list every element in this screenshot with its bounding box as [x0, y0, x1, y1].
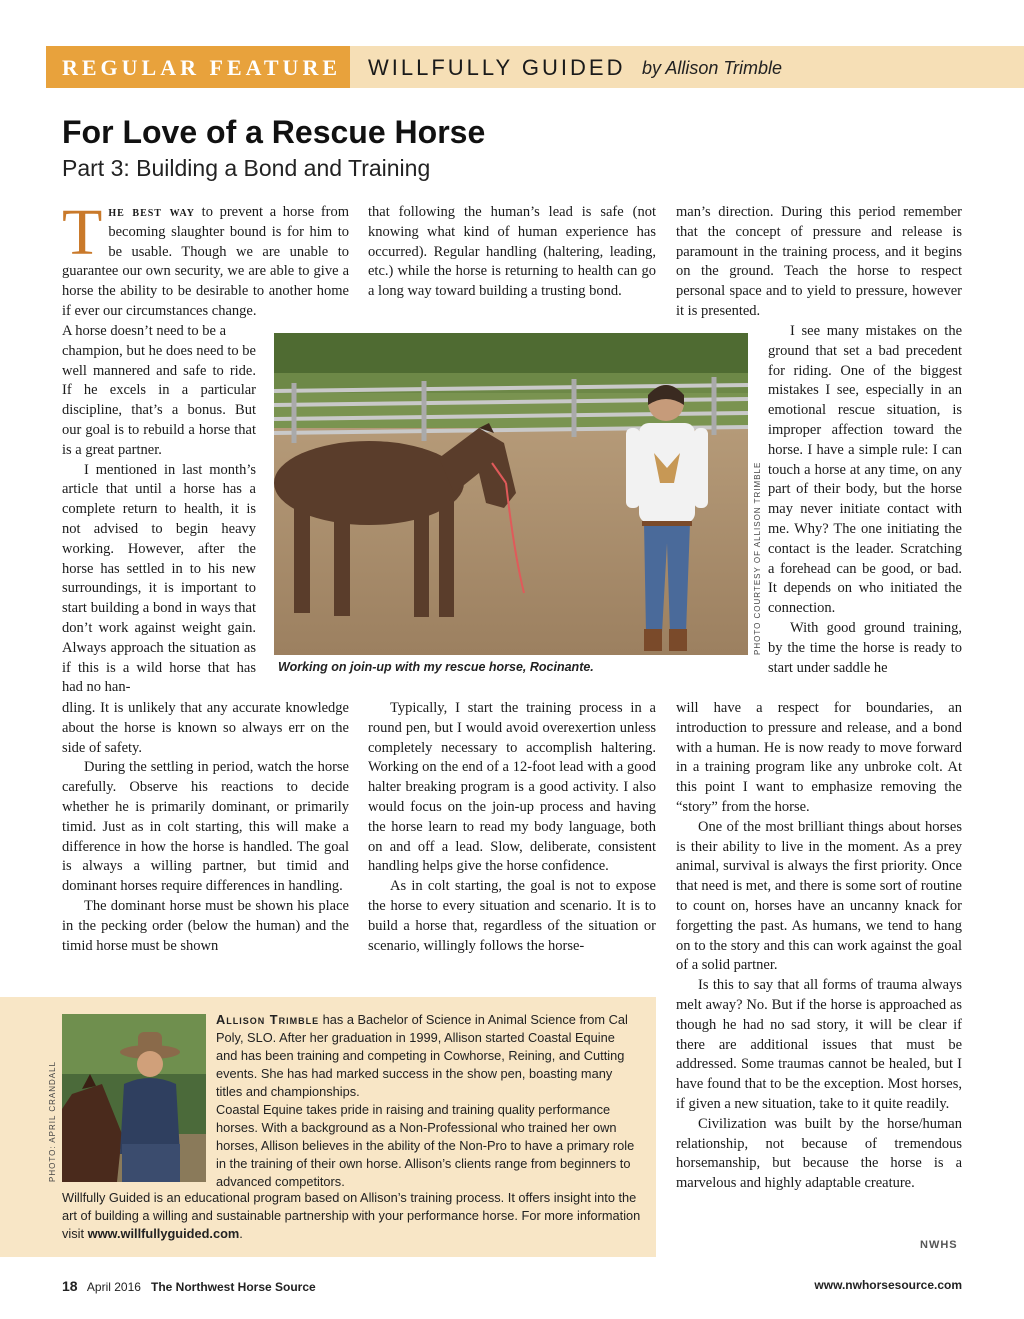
- bio-paragraph-1: Allison Trimble has a Bachelor of Science in Animal Science from Cal Poly, SLO. After her graduation in 1999, Allison started Coastal Equine and has been training and competing in Cowhorse, Reining, and Cutting events. She has had marked success in the show pen, boasting many titles and championships.: [216, 1012, 628, 1099]
- byline: by Allison Trimble: [642, 58, 783, 78]
- issue-date: April 2016: [86, 1280, 141, 1294]
- column-3-lower: [676, 699, 962, 1194]
- col2-paragraph-2: As in colt starting, the goal is not to expose the horse to every situation and scenario. It is to build a horse that, regardless of the situation or scenario, willingly follows the horse-: [368, 878, 656, 954]
- col1-paragraph-2b: dling. It is unlikely that any accurate knowledge about the horse is known so always err on the side of safety.: [62, 700, 349, 756]
- author-name: Allison Trimble: [216, 1012, 320, 1027]
- col2-paragraph-1: Typically, I start the training process in a round pen, but I would avoid overexertion unless completely necessary to accomplish haltering. Working on the end of a 12-foot lead with a good halter breaking program is a good activity. I also would focus on the join-up process and having the horse learn to read my body language, both on and off a lead. Slow, deliberate, consistent handling helps give the horse confidence.: [368, 700, 656, 875]
- article-subtitle: Part 3: Building a Bond and Training: [62, 155, 431, 181]
- column-1-narrow: [62, 322, 256, 698]
- column-3-narrow: [768, 322, 962, 678]
- col3-top-paragraph: man’s direction. During this period remember that the concept of pressure and release is paramount in the training process, and it begins on the ground. Teach the horse to respect personal space and to yield to pressure, however it is presented.: [676, 204, 962, 319]
- column-2-lower: [368, 699, 656, 956]
- column-2-top: [368, 203, 656, 302]
- section-label-box: [46, 46, 350, 88]
- col1-paragraph-4: The dominant horse must be shown his place in the pecking order (below the human) and the timid horse must be shown: [62, 897, 349, 954]
- section-label: REGULAR FEATURE: [62, 55, 342, 80]
- bio-paragraph-2: Coastal Equine takes pride in raising and training quality performance horses. With a background as a Non-Professional who trained her own horses, Allison believes in the ability of the Non-Pro to have a primary role in the training of their own horse. Allison’s clients range from beginners to advanced competitors.: [216, 1102, 635, 1189]
- section-banner: [46, 46, 1024, 88]
- column-title: WILLFULLY GUIDED: [368, 55, 626, 80]
- col3-paragraph-3: One of the most brilliant things about horses is their ability to live in the moment. As a prey animal, survival is always the first priority. Once that need is met, and there is some sort of routine to count on, horses have an uncanny knack for forgetting the past. As humans, we tend to hang on to the story and this can work against the goal of a solid partner.: [676, 818, 962, 974]
- column-1-top: [62, 196, 350, 322]
- horse-photo: [274, 333, 748, 655]
- col1-paragraph-3: During the settling in period, watch the horse carefully. Observe his reactions to decide whether he is primarily dominant, or primarily timid. Just as in colt starting, this will make a difference in how the horse is handled. The goal is always a willing partner, but timid and dominant horses require differences in handling.: [62, 759, 349, 895]
- photo-credit: PHOTO COURTESY OF ALLISON TRIMBLE: [753, 461, 762, 655]
- page-footer-left: [62, 1278, 316, 1294]
- author-photo: [62, 1014, 206, 1182]
- article-title: For Love of a Rescue Horse: [62, 114, 486, 150]
- column-1-lower: [62, 699, 349, 956]
- website-link[interactable]: www.willfullyguided.com: [87, 1226, 240, 1241]
- lead-in: he best way: [108, 204, 196, 220]
- end-mark: NWHS: [920, 1239, 958, 1251]
- lead-text: to prevent a horse from becoming slaughter bound is for him to be usable. Though we are unable to guarantee our own security, we are able to give a horse the ability to be desirable to another home if ever our circumstances change.: [62, 204, 350, 319]
- bio-photo-credit: PHOTO: APRIL CRANDALL: [48, 1060, 57, 1182]
- col1-paragraph-2: I mentioned in last month’s article that until a horse has a complete return to health, it is not advised to begin heavy working. However, after the horse has settled in to his new surroundings, it is important to start building a bond in ways that don’t work against weight gain. Always approach the situation as if this is a wild horse that has had no han-: [62, 461, 256, 696]
- page-number: 18: [62, 1278, 78, 1294]
- col3-paragraph-1: I see many mistakes on the ground that set a bad precedent for riding. One of the biggest mistakes I see, especially in an emotional rescue situation, is improper affection toward the horse. I have a simple rule: I can touch a horse at any time, on any part of their body, but the horse may never initiate contact with me. Why? The one initiating the contact is the leader. Scratching a forehead can be good, or bad. It depends on who initiated the connection.: [768, 323, 962, 617]
- col2-top-paragraph: that following the human’s lead is safe (not knowing what kind of human experience has occurred). Regular handling (haltering, leading, etc.) while the horse is returning to health can go a long way toward building a trusting bond.: [368, 204, 656, 300]
- photo-caption: Working on join-up with my rescue horse, Rocinante.: [278, 660, 594, 674]
- footer-website[interactable]: www.nwhorsesource.com: [814, 1278, 962, 1292]
- col3-paragraph-5: Civilization was built by the horse/human relationship, not because of tremendous horsemanship, but because the horse is a marvelous and highly adaptable creature.: [676, 1115, 962, 1192]
- col1-tail-line: A horse doesn’t need to be a: [62, 323, 227, 339]
- lead-paragraph: [62, 196, 350, 322]
- publication-name: The Northwest Horse Source: [150, 1280, 316, 1294]
- col3-paragraph-2: With good ground training, by the time the horse is ready to start under saddle he: [768, 619, 962, 676]
- bio-paragraph-3: Willfully Guided is an educational program based on Allison’s training process. It offers insight into the art of building a willing and sustainable partnership with your performance horse. For more information visit www.willfullyguided.com.: [62, 1190, 641, 1241]
- col3-paragraph-4: Is this to say that all forms of trauma always melt away? No. But if the horse is approached as though he had no sad story, it will be clear if there are additional issues that must be addressed. Some traumas cannot be healed, but I have found that to be the exception. Most horses, if given a new situation, take to it quite readily.: [676, 977, 962, 1112]
- col3-paragraph-2b: will have a respect for boundaries, an introduction to pressure and release, and a bond with a human. He is now ready to move forward in a training program like any unbroke colt. At this point I want to emphasize removing the “story” from the horse.: [676, 700, 962, 815]
- col1-paragraph-1b: champion, but he does need to be well mannered and safe to ride. If he excels in a particular discipline, that’s a bonus. But our goal is to rebuild a horse that is a great partner.: [62, 342, 256, 458]
- drop-cap: T: [62, 196, 103, 269]
- column-3-top: [676, 203, 962, 322]
- author-bio: [216, 1011, 638, 1191]
